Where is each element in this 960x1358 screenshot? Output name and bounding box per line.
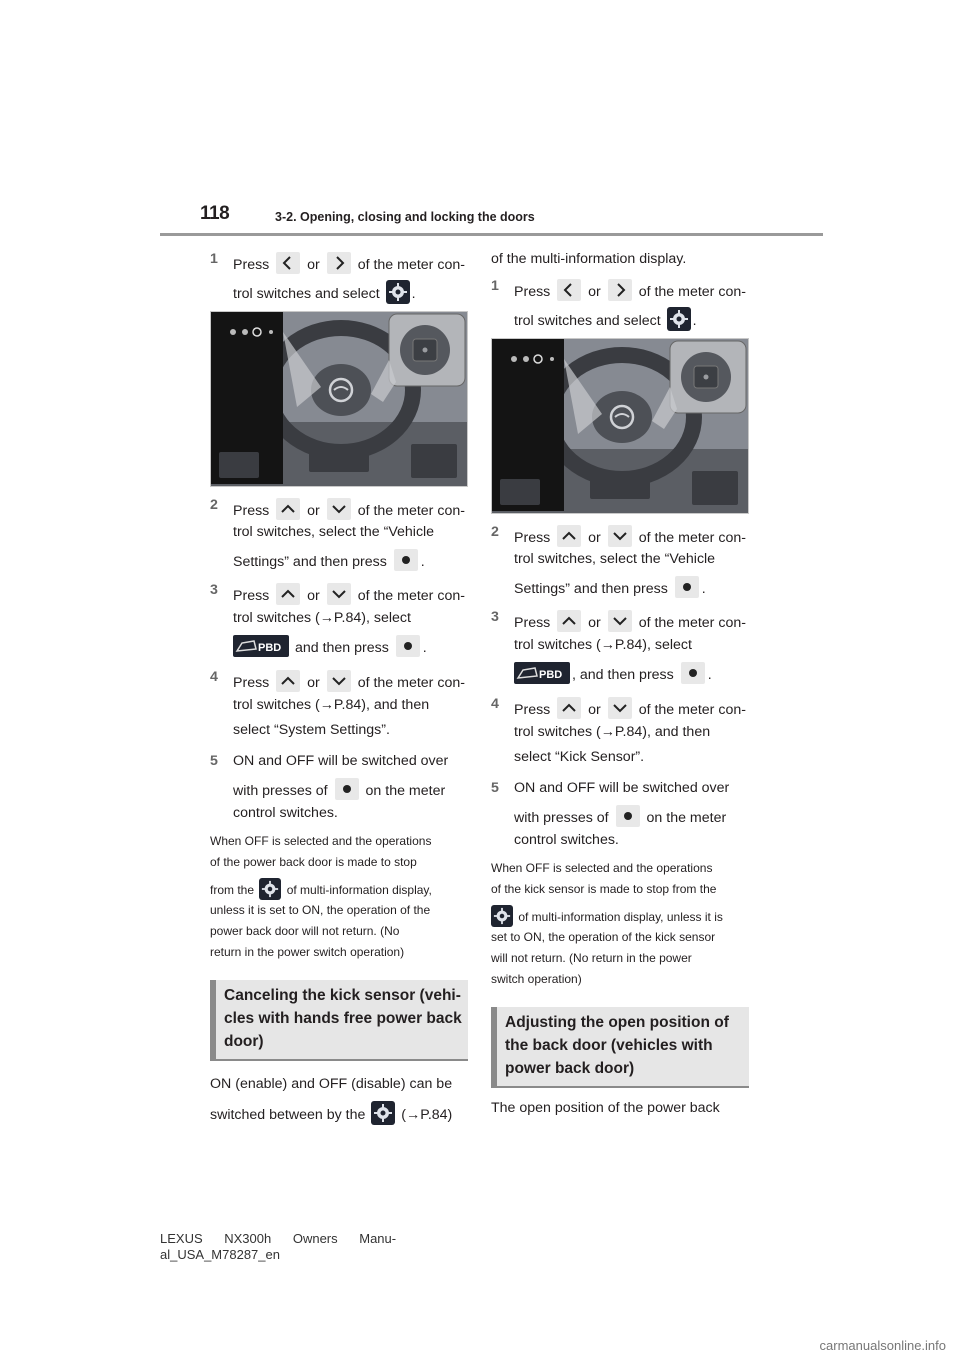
enter-dot-icon (675, 576, 699, 598)
page-number: 118 (200, 203, 230, 224)
step-number: 4 (491, 696, 499, 712)
step-number: 4 (210, 669, 218, 685)
cockpit-illustration (210, 311, 468, 487)
chevron-down-icon (608, 610, 632, 632)
power-back-door-icon (514, 662, 570, 684)
chevron-up-icon (557, 610, 581, 632)
gear-settings-icon (371, 1101, 395, 1125)
note-line: of the power back door is made to stop (210, 855, 417, 869)
step-2-line-1: Press or of the meter con- (514, 525, 746, 547)
step-4-line-2: trol switches (→P.84), and then (514, 724, 711, 740)
section-heading-box: Adjusting the open position of the back door (vehicles with power back door) (491, 1007, 749, 1088)
step-5-line-2: with presses of on the meter (233, 778, 445, 800)
step-2-line-2: trol switches, select the “Vehicle (514, 551, 716, 567)
note-line: from the of multi-information display, (210, 878, 432, 900)
step-5-line-1: ON and OFF will be switched over (514, 780, 730, 796)
step-2-line-3: Settings” and then press . (233, 549, 425, 571)
chevron-left-icon (276, 252, 300, 274)
step-3-line-2: trol switches (→P.84), select (514, 637, 692, 653)
watermark: carmanualsonline.info (819, 1338, 946, 1353)
enter-dot-icon (681, 662, 705, 684)
intro-line: of the multi-information display. (491, 251, 687, 267)
step-3-line-3: PBD , and then press . (514, 662, 712, 684)
step-5-line-2: with presses of on the meter (514, 805, 726, 827)
gear-settings-icon (667, 307, 691, 331)
step-4-line-1: Press or of the meter con- (514, 697, 746, 719)
note-line: power back door will not return. (No (210, 924, 400, 938)
step-3-line-1: Press or of the meter con- (233, 583, 465, 605)
note-line: of the kick sensor is made to stop from the (491, 882, 717, 896)
section-title: 3-2. Opening, closing and locking the doors (275, 210, 535, 224)
cockpit-illustration (491, 338, 749, 514)
step-4-line-2: trol switches (→P.84), and then (233, 697, 430, 713)
step-1-line-2: trol switches and select . (233, 280, 416, 304)
step-3-line-1: Press or of the meter con- (514, 610, 746, 632)
gear-settings-icon (386, 280, 410, 304)
note-line: return in the power switch operation) (210, 945, 405, 959)
chevron-right-icon (608, 279, 632, 301)
step-3-line-2: trol switches (→P.84), select (233, 610, 411, 626)
enter-dot-icon (394, 549, 418, 571)
step-5-line-3: control switches. (233, 805, 338, 821)
note-line: of multi-information display, unless it is (491, 905, 723, 927)
note-line: will not return. (No return in the power (491, 951, 692, 965)
step-2-line-2: trol switches, select the “Vehicle (233, 524, 435, 540)
step-5-line-1: ON and OFF will be switched over (233, 753, 449, 769)
note-line: When OFF is selected and the operations (491, 861, 713, 875)
gear-settings-icon (259, 878, 281, 900)
chevron-down-icon (327, 498, 351, 520)
svg-text:PBD: PBD (258, 642, 282, 654)
step-number: 5 (491, 780, 499, 796)
chevron-up-icon (276, 498, 300, 520)
body-line: switched between by the (→P.84) (210, 1101, 452, 1125)
note-line: switch operation) (491, 972, 582, 986)
step-4-line-3: select “System Settings”. (233, 722, 390, 738)
gear-settings-icon (491, 905, 513, 927)
step-number: 5 (210, 753, 218, 769)
chevron-up-icon (276, 670, 300, 692)
chevron-down-icon (327, 583, 351, 605)
chevron-up-icon (276, 583, 300, 605)
step-4-line-1: Press or of the meter con- (233, 670, 465, 692)
note-line: When OFF is selected and the operations (210, 834, 432, 848)
step-4-line-3: select “Kick Sensor”. (514, 749, 645, 765)
note-line: unless it is set to ON, the operation of the (210, 903, 431, 917)
chevron-up-icon (557, 525, 581, 547)
step-number: 2 (210, 497, 218, 513)
step-number: 1 (491, 278, 499, 294)
step-2-line-3: Settings” and then press . (514, 576, 706, 598)
chevron-down-icon (608, 525, 632, 547)
footer: LEXUS NX300h Owners Manu- al_USA_M78287_en (160, 1231, 397, 1262)
chevron-up-icon (557, 697, 581, 719)
step-2-line-1: Press or of the meter con- (233, 498, 465, 520)
svg-text:PBD: PBD (539, 669, 563, 681)
enter-dot-icon (335, 778, 359, 800)
step-1-line-1: Press or of the meter con- (233, 252, 465, 274)
step-number: 2 (491, 524, 499, 540)
step-1-line-1: Press or of the meter con- (514, 279, 746, 301)
step-number: 3 (491, 609, 499, 625)
body-line: ON (enable) and OFF (disable) can be (210, 1076, 453, 1092)
chevron-down-icon (608, 697, 632, 719)
body-line: The open position of the power back (491, 1100, 720, 1116)
step-number: 3 (210, 582, 218, 598)
enter-dot-icon (616, 805, 640, 827)
header-divider (160, 233, 823, 236)
chevron-down-icon (327, 670, 351, 692)
section-heading-box: Canceling the kick sensor (vehi- cles with hands free power back door) (210, 980, 468, 1061)
power-back-door-icon (233, 635, 289, 657)
step-number: 1 (210, 251, 218, 267)
enter-dot-icon (396, 635, 420, 657)
step-5-line-3: control switches. (514, 832, 619, 848)
chevron-right-icon (327, 252, 351, 274)
chevron-left-icon (557, 279, 581, 301)
step-3-line-3: PBD and then press . (233, 635, 427, 657)
step-1-line-2: trol switches and select . (514, 307, 697, 331)
note-line: set to ON, the operation of the kick sensor (491, 930, 716, 944)
